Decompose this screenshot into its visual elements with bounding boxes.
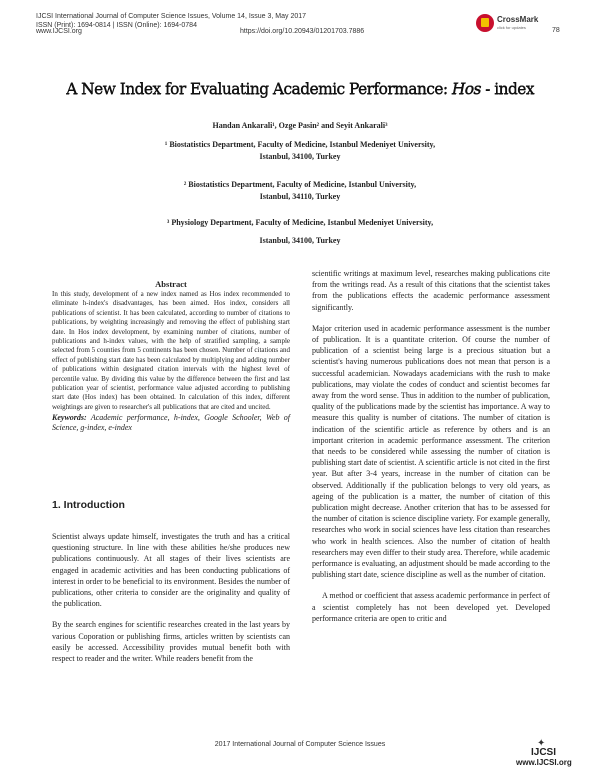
introduction-body	[52, 531, 290, 674]
keywords	[52, 413, 290, 433]
title-main: A New Index for Evaluating Academic Performance:	[66, 80, 452, 98]
journal-line: IJCSI International Journal of Computer Science Issues, Volume 14, Issue 3, May 2017	[36, 13, 307, 20]
journal-site-link[interactable]: www.IJCSI.org	[36, 28, 82, 35]
crossmark-sublabel: click for updates	[497, 25, 526, 30]
intro-paragraph: By the search engines for scientific researches created in the last years by various Coporation or publishing firms, articles written by scientists can easily be accessed. Accessibility provides mutual benefit both with respect to reader and the writer. While readers benefit from the	[52, 620, 290, 664]
body-paragraph: A method or coefficient that assess academic performance in perfect of a scientist completely has not been developed yet. Developed performance criteria are open to critic and	[312, 591, 550, 623]
affiliation-1-line-1: ¹ Biostatistics Department, Faculty of Medicine, Istanbul Medeniyet University,	[164, 140, 436, 149]
affiliation-2-line-2: Istanbul, 34110, Turkey	[259, 192, 341, 201]
crossmark-badge[interactable]	[476, 13, 546, 35]
title-italic: Hos	[451, 80, 481, 98]
affiliation-1-line-2: Istanbul, 34100, Turkey	[259, 152, 341, 161]
logo-site: www.IJCSI.org	[516, 758, 572, 767]
logo-name: IJCSI	[531, 747, 557, 758]
page-number: 78	[552, 27, 560, 34]
abstract-section	[52, 290, 290, 433]
keywords-label: Keywords:	[52, 413, 87, 423]
introduction-heading: 1. Introduction	[52, 499, 125, 511]
body-paragraph: Major criterion used in academic performance assessment is the number of publication. It is a quantitate criterion. Of course the number of publication of a scientist being large is a precious situation but a scientist's having numerous publications does not mean that person is a successful academician. Nowadays academicians with the rush to make publications, may violate the codes of conduct and scientist becomes far away from the word sense. Thus in addition to the number of publication, quality of the publications made by the scientist has importance. A way to measure this quality is number of citations. The number of citation is indication of the scientific article as reference by others and is an important criterion in academic performance assessment. The criterion that needs to be considered while assessing the number of citation is publishing start date of scientist. A scientific article is not cited in the first year. But after 3-4 years, increase in the number of citation can be observed. Additionally if the publication belongs to very old years, as ageing of the publication is a matter, the number of citation of this publication might decrease. Another criterion that has to be assessed for the number of citation is science discipline variety. For example generally, researches who work in social sciences have less citation than researches who work in health sciences. Also the number of citation of health researchers may even differ to their study area. Therefore, while academic performance is evaluating, an adjustment should be made according to the publishing start date, science discipline as well as the number of citation.	[312, 323, 550, 580]
author-list: Handan Ankarali¹, Ozge Pasin² and Seyit Ankarali³	[212, 121, 388, 130]
title-suffix: - index	[480, 80, 534, 98]
right-column	[312, 268, 550, 634]
crossmark-label: CrossMark	[497, 15, 539, 24]
affiliation-3-line-2: Istanbul, 34100, Turkey	[259, 236, 341, 245]
intro-paragraph: Scientist always update himself, investigates the truth and has a critical questioning structure. In line with these abilities he/she produces new publications continuously. At all stages of their lives scientists are engaged in academic activities and has been conducting publications of interest in order to be beneficial to its environment. Besides the number of publications, other criteria to consider are the originality and quality of the publication.	[52, 532, 290, 609]
footer-copyright: 2017 International Journal of Computer Science Issues	[214, 741, 386, 748]
star-icon: ✦	[537, 738, 546, 749]
crossmark-icon	[476, 14, 494, 32]
ijcsi-logo[interactable]	[516, 738, 570, 770]
keywords-list: Academic performance, h-index, Google Schooler, Web of Science, g-index, e-index	[52, 413, 290, 433]
abstract-heading: Abstract	[155, 279, 187, 289]
abstract-text: In this study, development of a new index named as Hos index recommended to eliminate h-index's disadvantages, has been aimed. Hos index, considers all publications of scientist. It has been calculated, according to number of citations to publications, by weighting increasingly and removing the effect of publishing start date. In Hos index development, by examining number of citations, number of publications and h-index values, with the help of stratified sampling, a sample selected from 5 counties from 5 continents has been chosen. Number of citations and effect of publishing start date has been calculated by multiplying and adding number of publications within designated citation intervals with the highest level of percentile value. By dividing this value by the difference between the first and last publication year of scientist, performance value adjusted according to publishing start date (Hos index) has been obtained. In calculation of this index, different weightings are given to researcher's all publications that are cited and uncited.	[52, 290, 290, 411]
affiliation-2-line-1: ² Biostatistics Department, Faculty of Medicine, Istanbul University,	[183, 180, 417, 189]
paper-title	[0, 80, 600, 98]
affiliation-3-line-1: ³ Physiology Department, Faculty of Medicine, Istanbul Medeniyet University,	[166, 218, 434, 227]
issn-line: ISSN (Print): 1694-0814 | ISSN (Online): 1694-0784	[36, 22, 197, 29]
body-paragraph: scientific writings at maximum level, researches making publications cite from the writings read. As a result of this citations that the scientist takes from the publications effects the academic performance assessment significantly.	[312, 269, 550, 312]
doi-link[interactable]: https://doi.org/10.20943/01201703.7886	[240, 28, 365, 35]
